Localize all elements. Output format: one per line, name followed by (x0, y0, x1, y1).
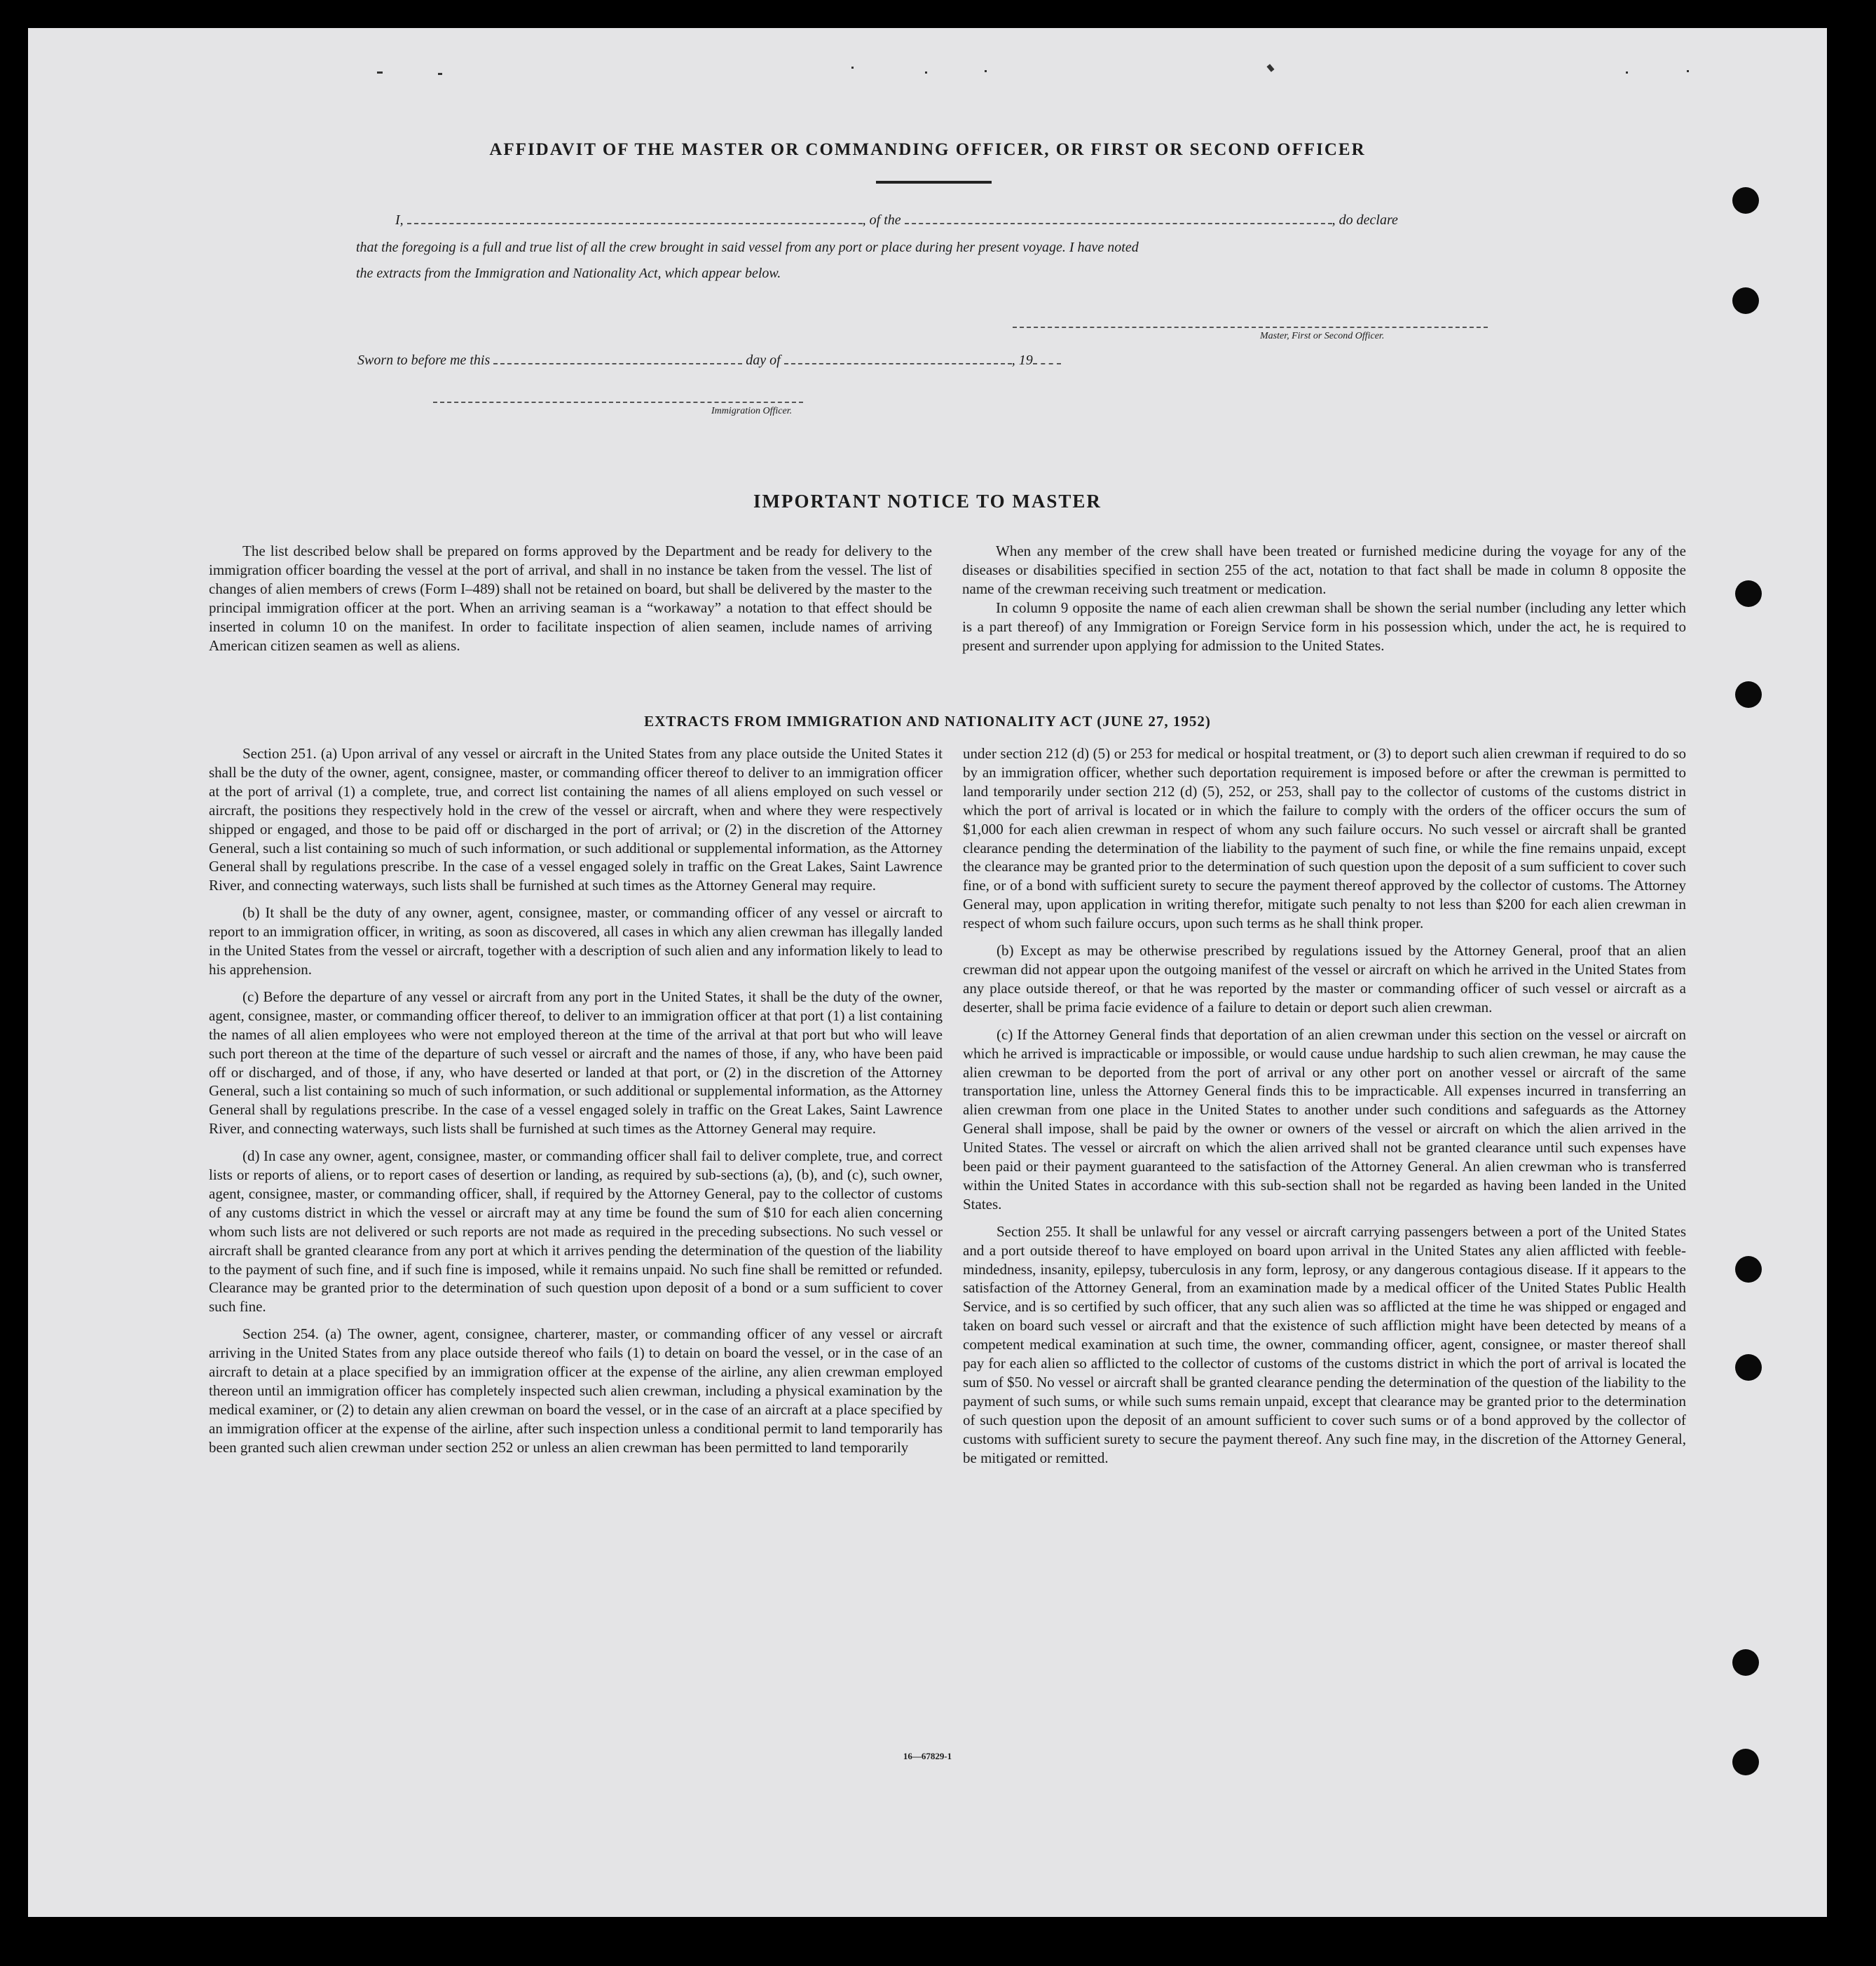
punch-hole (1735, 1256, 1762, 1283)
scan-mark (851, 67, 854, 69)
notice-paragraph: The list described below shall be prepared on forms approved by the Department and be ready for delivery to the immigration officer boarding the vessel at the port of arrival, and shall in no instance be taken from the vessel. The list of changes of alien members of crews (Form I–489) shall not be retained on board, but shall be delivered by the master to the principal immigration officer at the port. When an arriving seaman is a “workaway” a notation to that effect should be inserted in column 10 on the manifest. In order to facilitate inspection of alien seamen, include names of arriving American citizen seamen as well as aliens. (209, 542, 932, 654)
extracts-left-column (209, 744, 943, 1457)
declaration-line-1 (395, 212, 1398, 228)
section-254-a: Section 254. (a) The owner, agent, consignee, charterer, master, or commanding officer of any vessel or aircraft arriving in the United States from any place outside thereof who fails (1) to detain on board the vessel, or in the case of an aircraft to detain at a place specified by an immigration officer at the expense of the airline, any alien crewman employed thereon until an immigration officer has completely inspected such alien crewman, including a physical examination by the medical examiner, or (2) to detain any alien crewman on board the vessel, or in the case of an aircraft at a place specified by an immigration officer at the expense of the airline, after such inspection unless a conditional permit to land temporarily has been granted such alien crewman under section 252 or unless an alien crewman has been permitted to land temporarily (209, 1325, 943, 1456)
section-255: Section 255. It shall be unlawful for any vessel or aircraft carrying passengers between a port of the United States and a port outside thereof to have employed on board upon arrival in the United States any alien afflicted with feeble-mindedness, insanity, epilepsy, tuberculosis in any form, leprosy, or any dangerous contagious disease. If it appears to the satisfaction of the Attorney General, from an examination made by a medical officer of the United States Public Health Service, and is so certified by such officer, that any such alien was so afflicted at the time he was shipped or engaged and taken on board such vessel or aircraft and that the existence of such affliction might have been detected by means of a competent medical examination at such time, the owner, commanding officer, agent, consignee, or master thereof shall pay for each alien so afflicted to the collector of customs of the customs district in which the port of arrival is located the sum of $50. No vessel or aircraft shall be granted clearance pending the determination of the question of the liability to the payment of such sums, or while such sums remain unpaid, except that clearance may be granted prior to the determination of such question upon the deposit of an amount sufficient to cover such sums or of a bond approved by the collector of customs with sufficient surety to secure the payment thereof. Any such fine may, in the discretion of the Attorney General, be mitigated or remitted. (963, 1222, 1686, 1466)
do-declare-label: , do declare (1331, 212, 1398, 228)
section-254-a-continued: under section 212 (d) (5) or 253 for medical or hospital treatment, or (3) to deport such alien crewman if required to do so by an immigration officer, whether such deportation requirement is imposed before or after the crewman is permitted to land temporarily under section 212 (d) (5), 252, or 253, shall pay to the collector of customs of the customs district in which the port of arrival is located or in which the failure to comply with the orders of the officer occurs the sum of $1,000 for each alien crewman in respect of whom any such failure occurs. No such vessel or aircraft shall be granted clearance pending the determination of the liability to the payment of such fine, or while the fine remains unpaid, except the clearance may be granted prior to the determination of such question upon the deposit of a sum sufficient to cover such fine, or of a bond with sufficient surety to secure the payment thereof approved by the collector of customs. The Attorney General may, upon application in writing therefor, mitigate such penalty to not less than $200 for each alien crewman in respect of whom such failure occurs, upon such terms as he shall think proper. (963, 745, 1686, 932)
master-caption: Master, First or Second Officer. (1260, 331, 1385, 341)
vessel-blank[interactable] (905, 212, 1332, 224)
form-page (28, 28, 1827, 1917)
of-the-label: , of the (862, 212, 901, 228)
punch-hole (1732, 187, 1759, 214)
master-signature-line[interactable] (1013, 327, 1488, 328)
scan-mark (1266, 64, 1274, 72)
day-blank[interactable] (493, 352, 742, 364)
scan-mark (1687, 70, 1689, 72)
sworn-line (357, 352, 1061, 369)
form-code: 16—67829-1 (903, 1751, 952, 1761)
punch-hole (1735, 681, 1762, 708)
officer-caption: Immigration Officer. (711, 406, 793, 416)
officer-signature-line[interactable] (433, 402, 803, 403)
i-label: I, (395, 212, 404, 228)
section-251-c: (c) Before the departure of any vessel or aircraft from any port in the United States, it shall be the duty of the owner, agent, consignee, master, or commanding officer thereof, to deliver to an immigration officer at that port (1) a list containing the names of all alien employees who were not employed thereon at the time of the arrival at that port but who will leave such port thereon at the time of the departure of such vessel or aircraft and the names of those, if any, who have been paid off or discharged, and of those, if any, who have deserted or landed at that port, or (2) in the discretion of the Attorney General, such a list containing so much of such information, or such additional or supplemental information, as the Attorney General shall by regulations prescribe. In the case of a vessel engaged solely in traffic on the Great Lakes, Saint Lawrence River, and connecting waterways, such lists shall be furnished at such times as the Attorney General may require. (209, 988, 943, 1138)
extracts-title: EXTRACTS FROM IMMIGRATION AND NATIONALITY ACT (JUNE 27, 1952) (644, 713, 1211, 730)
declaration-line-3: the extracts from the Immigration and Nationality Act, which appear below. (356, 266, 781, 281)
month-blank[interactable] (784, 352, 1012, 364)
day-of-label: day of (746, 353, 781, 368)
declaration-line-2: that the foregoing is a full and true list of all the crew brought in said vessel from any port or place during her present voyage. I have noted (356, 240, 1139, 255)
section-251-d: (d) In case any owner, agent, consignee, master, or commanding officer shall fail to deliver complete, true, and correct lists or reports of aliens, or to report cases of desertion or landing, as required by sub-sections (a), (b), and (c), such owner, agent, consignee, master, or commanding officer, shall, if required by the Attorney General, pay to the collector of customs of any customs district in which the vessel or aircraft may at any time be found the sum of $10 for each alien concerning whom such lists are not delivered or such reports are not made as required in the preceding subsections. No such vessel or aircraft shall be granted clearance from any port at which it arrives pending the determination of the question of the liability to the payment of such fine, and if such fine is imposed, while it remains unpaid. No such fine shall be remitted or refunded. Clearance may be granted prior to the determination of such question upon deposit of a bond or a sum sufficient to cover such fine. (209, 1147, 943, 1316)
section-254-c: (c) If the Attorney General finds that deportation of an alien crewman under this section on the vessel or aircraft on which he arrived is impracticable or impossible, or would cause undue hardship to such alien crewman, he may cause the alien crewman to be deported from the port of arrival or any other port on another vessel or aircraft of the same transportation line, unless the Attorney General finds this to be impracticable. All expenses incurred in transferring an alien crewman from one place in the United States to another under such conditions and safeguards as the Attorney General shall impose, shall be paid by the owner or owners of the vessel or aircraft on which the alien arrived in the United States. The vessel or aircraft on which the alien arrived shall not be granted clearance until such expenses have been paid or their payment guaranteed to the satisfaction of the Attorney General. An alien crewman who is transferred within the United States in accordance with this sub-section shall not be regarded as having been landed in the United States. (963, 1025, 1686, 1213)
notice-left-column (209, 542, 932, 655)
punch-hole (1732, 287, 1759, 314)
name-blank[interactable] (407, 212, 863, 224)
punch-hole (1732, 1649, 1759, 1676)
section-254-b: (b) Except as may be otherwise prescribed by regulations issued by the Attorney General, proof that an alien crewman did not appear upon the outgoing manifest of the vessel or aircraft on which he arrived in the United States from any place outside thereof, or that he was reported by the master or commanding officer of such vessel or aircraft as a deserter, shall be prima facie evidence of a failure to detain or deport such alien crewman. (963, 942, 1686, 1016)
notice-paragraph: In column 9 opposite the name of each alien crewman shall be shown the serial number (including any letter which is a part thereof) of any Immigration or Foreign Service form in his possession which, under the act, he is required to present and surrender upon applying for admission to the United States. (962, 599, 1686, 654)
scan-mark (925, 71, 927, 74)
year-blank[interactable] (1033, 352, 1061, 364)
punch-hole (1735, 1354, 1762, 1381)
title-rule (876, 181, 992, 184)
punch-hole (1735, 580, 1762, 607)
section-251-a: Section 251. (a) Upon arrival of any vessel or aircraft in the United States from any place outside the United States it shall be the duty of the owner, agent, consignee, master, or commanding officer thereof to deliver to an immigration officer at the port of arrival (1) a complete, true, and correct list containing the names of all aliens employed on such vessel or aircraft, the positions they respectively hold in the crew of the vessel or aircraft, when and where they were respectively shipped or engaged, and those to be paid off or discharged in the port of arrival; or (2) in the discretion of the Attorney General, such a list containing so much of such information, or such additional or supplemental information, as the Attorney General shall by regulations prescribe. In the case of a vessel engaged solely in traffic on the Great Lakes, Saint Lawrence River, and connecting waterways, such lists shall be furnished at such times as the Attorney General may require. (209, 745, 943, 894)
scan-mark (438, 73, 442, 75)
scan-mark (1626, 71, 1628, 74)
extracts-right-column (963, 744, 1686, 1468)
section-251-b: (b) It shall be the duty of any owner, agent, consignee, master, or commanding officer of any vessel or aircraft to report to an immigration officer, in writing, as soon as discovered, all cases in which any alien crewman has illegally landed in the United States from the vessel or aircraft, together with a description of such alien and any information likely to lead to his apprehension. (209, 904, 943, 978)
scan-mark (985, 70, 987, 72)
notice-title: IMPORTANT NOTICE TO MASTER (753, 491, 1102, 512)
notice-right-column (962, 542, 1686, 655)
affidavit-title: AFFIDAVIT OF THE MASTER OR COMMANDING OFFICER, OR FIRST OR SECOND OFFICER (489, 140, 1366, 159)
notice-paragraph: When any member of the crew shall have been treated or furnished medicine during the voyage for any of the diseases or disabilities specified in section 255 of the act, notation to that fact shall be made in column 8 opposite the name of the crewman receiving such treatment or medication. (962, 542, 1686, 597)
sworn-label: Sworn to before me this (357, 353, 491, 368)
year-label: , 19 (1011, 353, 1033, 368)
scan-mark (377, 71, 383, 74)
